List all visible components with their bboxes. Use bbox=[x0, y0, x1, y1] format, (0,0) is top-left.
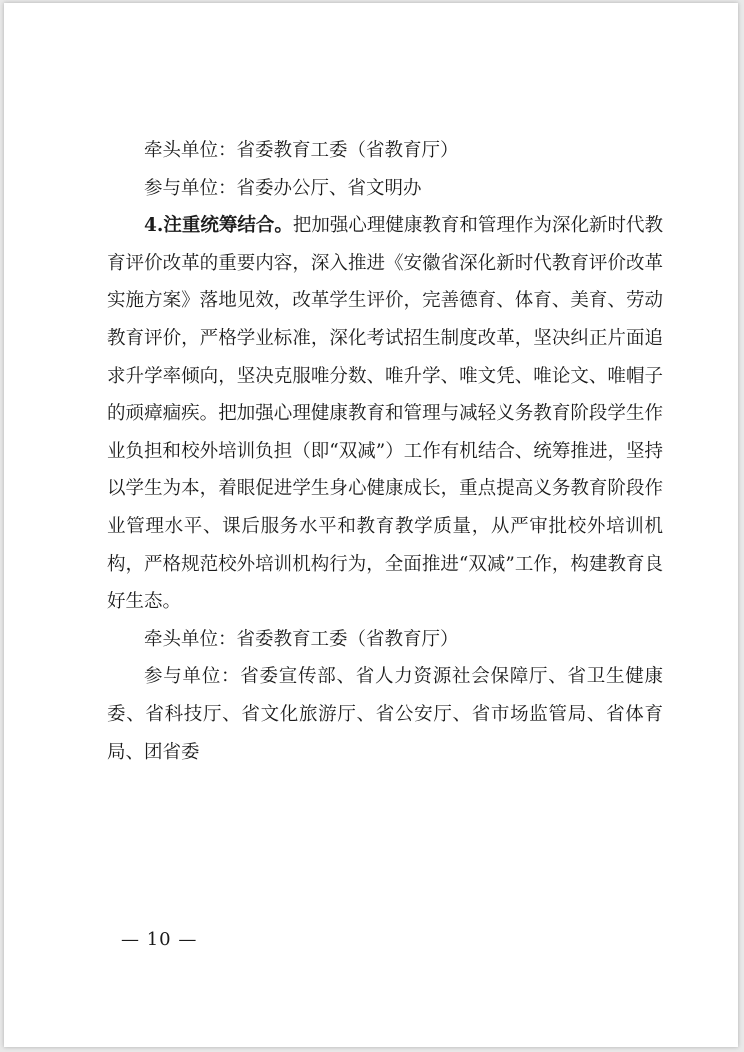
item-4-body: 把加强心理健康教育和管理作为深化新时代教育评价改革的重要内容，深入推进《安徽省深化新时代教育评价改革实施方案》落地见效，改革学生评价，完善德育、体育、美育、劳动教育评价，严格学业标准，深化考试招生制度改革，坚决纠正片面追求升学率倾向，坚决克服唯分数、唯升学、唯文凭、唯论文、唯帽子的顽瘴痼疾。把加强心理健康教育和管理与减轻义务教育阶段学生作业负担和校外培训负担（即“双减”）工作有机结合、统筹推进，坚持以学生为本，着眼促进学生身心健康成长，重点提高义务教育阶段作业管理水平、课后服务水平和教育教学质量，从严审批校外培训机构，严格规范校外培训机构行为，全面推进“双减”工作，构建教育良好生态。 bbox=[107, 215, 663, 613]
lead-unit-line: 牵头单位：省委教育工委（省教育厅） bbox=[144, 140, 459, 161]
document-page bbox=[4, 3, 738, 1047]
lead-unit-line: 牵头单位：省委教育工委（省教育厅） bbox=[144, 628, 459, 650]
participate-unit-line: 参与单位：省委办公厅、省文明办 bbox=[144, 177, 422, 199]
item-4-heading: 4.注重统筹结合。 bbox=[144, 215, 293, 237]
page-number: — 10 — bbox=[121, 929, 198, 950]
item-4-paragraph bbox=[107, 207, 663, 621]
participate-unit-line: 参与单位：省委宣传部、省人力资源社会保障厅、省卫生健康委、省科技厅、省文化旅游厅、省公安厅、省市场监管局、省体育局、团省委 bbox=[107, 666, 663, 763]
document-body bbox=[107, 132, 663, 771]
